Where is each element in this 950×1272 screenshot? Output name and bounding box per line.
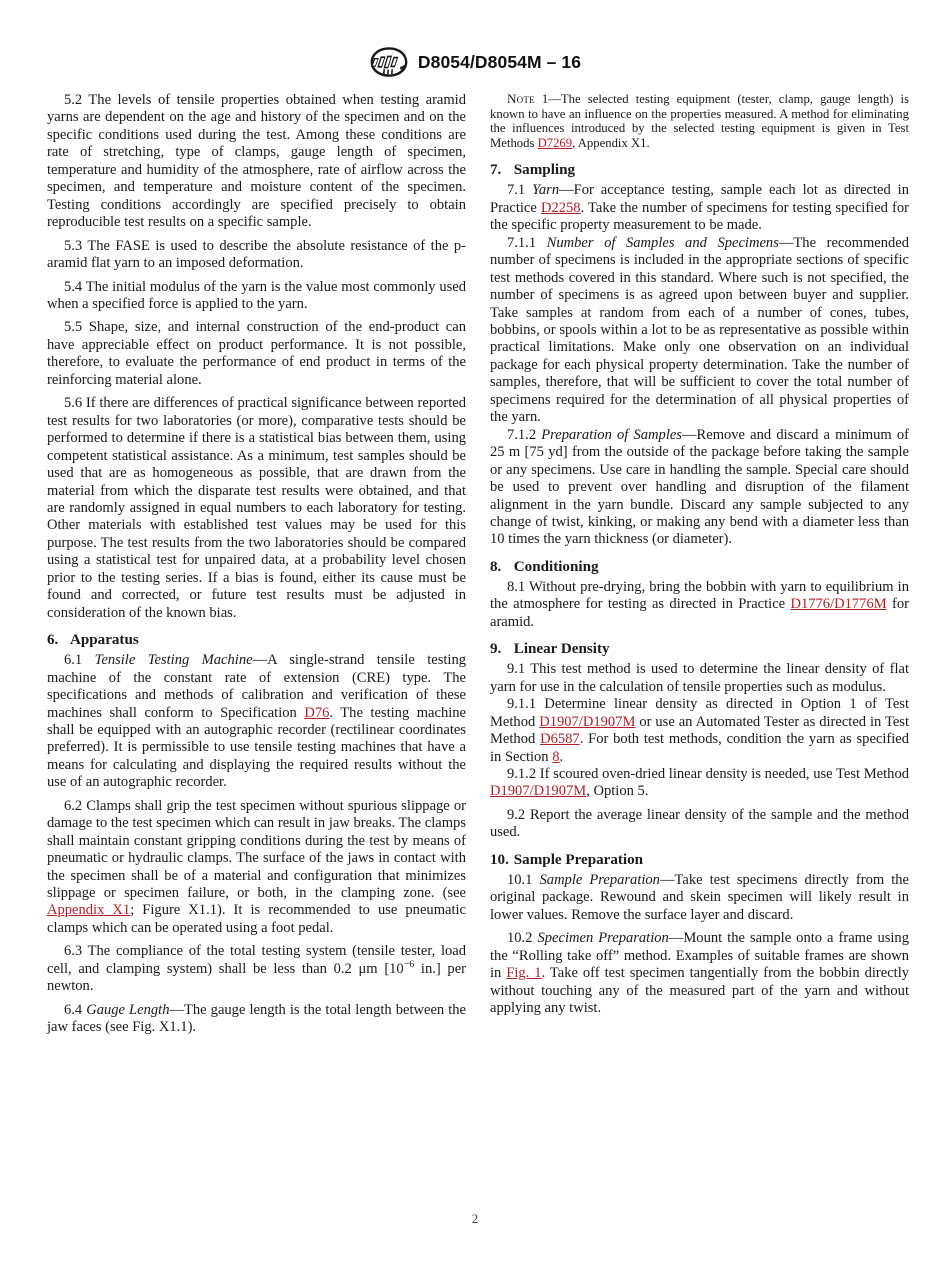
paragraph-9-2: 9.2 Report the average linear density of the sample and the method used. bbox=[490, 806, 909, 841]
note-1 bbox=[490, 92, 909, 150]
heading-6-apparatus bbox=[47, 622, 466, 652]
heading-9-linear-density bbox=[490, 631, 909, 661]
heading-8-conditioning bbox=[490, 549, 909, 579]
paragraph-7-1-2-text: —Remove and discard a minimum of 25 m [75 yd] from the outside of the package before taking the sample or any specimens. Use care in handling the sample. Special care should be used to prevent over handling and disruption of the filament alignment in the yarn bundle. Discard any sample subjected to any change of twist, kinking, or making any bend with a diameter less than 10 times the yarn thickness (or diameter). bbox=[490, 426, 909, 548]
link-appendix-x1[interactable]: Appendix X1 bbox=[47, 902, 131, 919]
paragraph-6-3-text-b: in.] per newton. bbox=[47, 960, 466, 995]
paragraph-9-1: 9.1 This test method is used to determine the linear density of flat yarn for use in the calculation of tensile properties such as modulus. bbox=[490, 661, 909, 695]
link-d1776-d1776m[interactable]: D1776/D1776M bbox=[790, 596, 887, 613]
heading-9-title: Linear Density bbox=[513, 641, 610, 658]
paragraph-6-4-title: Gauge Length bbox=[86, 1001, 170, 1018]
link-d76[interactable]: D76 bbox=[304, 704, 330, 721]
heading-6-title: Apparatus bbox=[69, 632, 139, 649]
paragraph-7-1-1 bbox=[490, 235, 909, 427]
paragraph-7-1-2-number: 7.1.2 bbox=[507, 426, 537, 443]
heading-6-number: 6. bbox=[47, 632, 59, 649]
paragraph-6-3 bbox=[47, 937, 466, 995]
paragraph-6-3-exponent: −6 bbox=[403, 959, 415, 970]
paragraph-9-1-2-text-a: 9.1.2 If scoured oven-dried linear density is needed, use Test Method bbox=[507, 765, 909, 782]
right-column bbox=[490, 92, 909, 1202]
paragraph-10-2-number: 10.2 bbox=[507, 930, 533, 947]
paragraph-6-2-text-b: ; Figure X1.1). It is recommended to use pneumatic clamps which can be operated using a foot pedal. bbox=[47, 902, 467, 936]
paragraph-5-2: 5.2 The levels of tensile properties obtained when testing aramid yarns are dependent on the age and history of the specimen and on the specific conditions used during the test. Among these conditions are rate of stretching, type of clamps, gauge length of specimen, temperature and humidity of the atmosphere, rate of airflow across the specimen, and temperature and moisture content of the specimen. Testing conditions accordingly are specified precisely to obtain reproducible test results on a specific sample. bbox=[47, 92, 466, 231]
paragraph-6-1-text-b: . The testing machine shall be equipped with an autographic recorder (rectilinear coordinates preferred). It is permissible to use tensile testing machines that have a means for calculating and displaying the required results without the use of an autographic recorder. bbox=[47, 704, 467, 791]
link-d7269[interactable]: D7269 bbox=[537, 135, 573, 150]
paragraph-6-4-number: 6.4 bbox=[64, 1001, 83, 1018]
astm-logo-icon bbox=[369, 46, 409, 78]
page-number: 2 bbox=[471, 1212, 479, 1226]
page-title: D8054/D8054M – 16 bbox=[417, 51, 582, 72]
paragraph-9-1-1-text-c: . For both test methods, condition the yarn as specified in Section bbox=[490, 731, 910, 765]
paragraph-8-1 bbox=[490, 579, 909, 631]
paragraph-5-4: 5.4 The initial modulus of the yarn is the value most commonly used when a specified force is applied to the yarn. bbox=[47, 278, 466, 312]
link-d1907-d1907m-second[interactable]: D1907/D1907M bbox=[490, 783, 587, 800]
heading-10-title: Sample Preparation bbox=[513, 851, 644, 868]
paragraph-10-2-title: Specimen Preparation bbox=[537, 930, 669, 947]
link-d1907-d1907m-first[interactable]: D1907/D1907M bbox=[539, 713, 636, 730]
link-d6587[interactable]: D6587 bbox=[540, 731, 580, 748]
paragraph-7-1-1-number: 7.1.1 bbox=[507, 234, 537, 251]
paragraph-9-1-1-text-b: or use an Automated Tester as directed in Test Method bbox=[490, 713, 910, 748]
paragraph-7-1 bbox=[490, 182, 909, 234]
paragraph-6-1 bbox=[47, 652, 466, 792]
paragraph-6-4 bbox=[47, 996, 466, 1037]
paragraph-6-2 bbox=[47, 792, 466, 938]
paragraph-8-1-text-a: 8.1 Without pre-drying, bring the bobbin with yarn to equilibrium in the atmosphere for testing as directed in Practice bbox=[490, 578, 909, 613]
paragraph-9-1-1-text-a: 9.1.1 Determine linear density as directed in Option 1 of Test Method bbox=[490, 696, 909, 730]
paragraph-7-1-number: 7.1 bbox=[507, 182, 526, 199]
note-text-a: —The selected testing equipment (tester, clamp, gauge length) is known to have an influence on the properties measured. A method for eliminating the influences introduced by the selected testing equipment is given in Test Methods bbox=[490, 92, 910, 150]
note-number: 1 bbox=[534, 92, 549, 106]
paragraph-5-5: 5.5 Shape, size, and internal construction of the end-product can have appreciable effect on product performance. It is not possible, therefore, to evaluate the performance of end product in terms of the reinforcing material alone. bbox=[47, 319, 466, 388]
heading-7-title: Sampling bbox=[513, 162, 576, 179]
paragraph-9-1-2 bbox=[490, 766, 909, 801]
paragraph-9-1-1 bbox=[490, 696, 909, 766]
paragraph-10-2-text-b: . Take off test specimen tangentially from the bobbin directly without touching any of the measured part of the yarn and without applying any twist. bbox=[490, 965, 910, 1016]
paragraph-6-1-title: Tensile Testing Machine bbox=[94, 652, 253, 669]
paragraph-6-3-text-a: 6.3 The compliance of the total testing system (tensile tester, load cell, and clamping system) shall be less than 0.2 μm [10 bbox=[47, 943, 466, 977]
paragraph-7-1-2 bbox=[490, 427, 909, 549]
paragraph-10-1-title: Sample Preparation bbox=[539, 871, 660, 888]
document-body bbox=[47, 92, 910, 1202]
note-label: Note bbox=[507, 91, 535, 106]
paragraph-10-1 bbox=[490, 872, 909, 924]
paragraph-10-1-text: —Take test specimens directly from the original package. Rewound and skein specimen will likely result in lower values. Remove the surface layer and discard. bbox=[490, 871, 910, 923]
paragraph-7-1-title: Yarn bbox=[532, 182, 560, 199]
paragraph-7-1-2-title: Preparation of Samples bbox=[541, 426, 682, 443]
paragraph-7-1-text-b: . Take the number of specimens for testing specified for the specific property measurement to be made. bbox=[490, 199, 909, 234]
paragraph-10-2 bbox=[490, 924, 909, 1017]
note-text-b: , Appendix X1. bbox=[572, 135, 650, 150]
paragraph-6-1-number: 6.1 bbox=[64, 652, 83, 669]
left-column bbox=[47, 92, 466, 1202]
paragraph-6-1-text-a: —A single-strand tensile testing machine of the constant rate of extension (CRE) type. The specifications and methods of calibration and verification of these machines shall conform to Specification bbox=[47, 652, 466, 721]
paragraph-6-2-text-a: 6.2 Clamps shall grip the test specimen without spurious slippage or damage to the test specimen which can result in jaw breaks. The clamps shall maintain constant gripping conditions during the test by means of pneumatic or hydraulic clamps. The surface of the jaws in contact with the specimen shall be of a material and configuration that minimizes slippage or specimen failure, or both, in the clamping zone. (see bbox=[47, 797, 466, 902]
paragraph-6-4-text: —The gauge length is the total length between the jaw faces (see Fig. X1.1). bbox=[47, 1001, 466, 1036]
link-fig-1[interactable]: Fig. 1 bbox=[506, 965, 542, 982]
paragraph-7-1-1-text: —The recommended number of specimens is included in the appropriate sections of specific test methods covered in this standard. Where such is not specified, the number of specimens is as agreed upon between buyer and supplier. Take samples at random from each of a number of cones, tubes, bobbins, or spools within a lot to be as representative as possible within practical limitations. Make only one observation on an individual package for each physical property determination. Take the number of samples, therefore, that will be sufficient to cover the total number of specimens required for the determination of all physical properties of the yarn. bbox=[490, 234, 909, 426]
heading-10-number: 10. bbox=[490, 851, 509, 868]
heading-9-number: 9. bbox=[490, 641, 502, 658]
heading-8-number: 8. bbox=[490, 558, 502, 575]
page-header bbox=[0, 42, 950, 82]
paragraph-9-1-2-text-b: , Option 5. bbox=[586, 783, 649, 800]
paragraph-10-2-text-a: —Mount the sample onto a frame using the “Rolling take off” method. Examples of suitable frames are shown in bbox=[490, 930, 909, 982]
heading-10-sample-preparation bbox=[490, 842, 909, 872]
heading-8-title: Conditioning bbox=[513, 558, 599, 575]
paragraph-9-1-1-text-d: . bbox=[559, 748, 564, 765]
paragraph-8-1-text-b: for aramid. bbox=[490, 596, 909, 630]
paragraph-7-1-1-title: Number of Samples and Specimens bbox=[546, 234, 779, 251]
link-d2258[interactable]: D2258 bbox=[540, 199, 581, 216]
paragraph-7-1-text-a: —For acceptance testing, sample each lot as directed in Practice bbox=[490, 182, 909, 216]
paragraph-5-3: 5.3 The FASE is used to describe the absolute resistance of the p-aramid flat yarn to an imposed deformation. bbox=[47, 237, 466, 272]
heading-7-number: 7. bbox=[490, 162, 502, 179]
heading-7-sampling bbox=[490, 152, 909, 182]
link-section-8[interactable]: 8 bbox=[552, 748, 560, 765]
paragraph-5-6: 5.6 If there are differences of practical significance between reported test results for two laboratories (or more), comparative tests should be performed to determine if there is a statistical bias between them, using competent statistical assistance. As a minimum, test samples should be used that are as homogeneous as possible, that are drawn from the material from which the disparate test results were obtained, and that are randomly assigned in equal numbers to each laboratory for testing. Other materials with established test values may be used for this purpose. The test results from the two laboratories should be compared using a statistical test for unpaired data, at a probability level chosen prior to the testing series. If a bias is found, either its cause must be found and corrected, or future test results must be adjusted in consideration of the known bias. bbox=[47, 395, 466, 621]
paragraph-10-1-number: 10.1 bbox=[507, 871, 533, 888]
